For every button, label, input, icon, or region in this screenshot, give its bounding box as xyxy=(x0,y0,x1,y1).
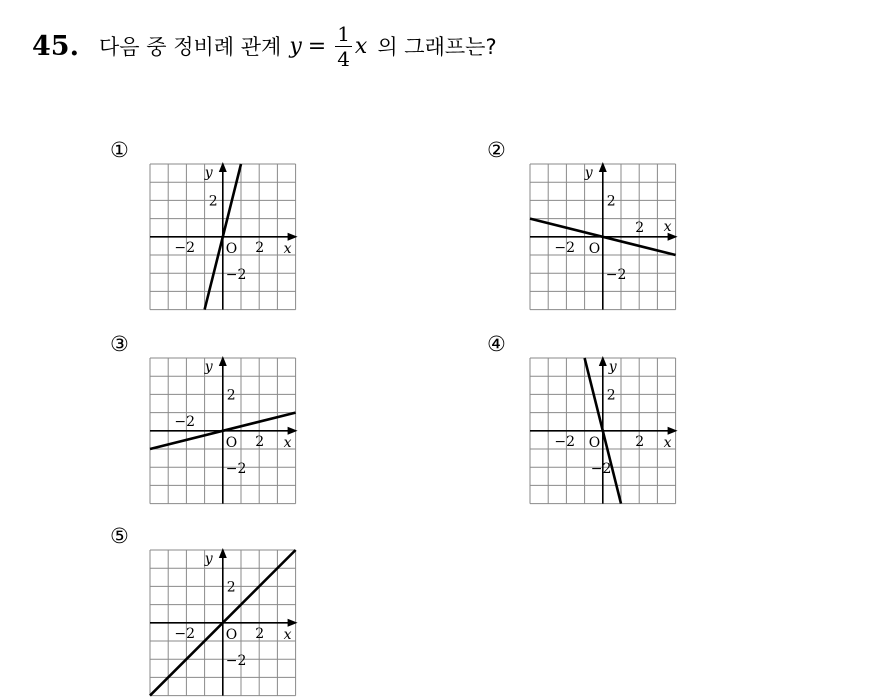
question-number: 45. xyxy=(32,30,79,62)
y-axis-label: y xyxy=(204,164,213,181)
tick-label-y-neg: −2 xyxy=(225,653,247,670)
choice-graph-3[interactable] xyxy=(150,358,296,504)
origin-label: O xyxy=(225,434,238,451)
tick-label-y-neg: −2 xyxy=(605,267,627,284)
tick-label-y-pos: 2 xyxy=(606,387,616,404)
y-axis-arrow-icon xyxy=(219,548,227,558)
equation-variable: x xyxy=(354,33,368,59)
tick-label-y-neg: −2 xyxy=(225,267,247,284)
x-axis-label: x xyxy=(663,218,672,235)
choice-graph-1[interactable] xyxy=(150,164,296,310)
fraction-denominator: 4 xyxy=(337,46,350,71)
tick-label-y-pos: 2 xyxy=(226,387,236,404)
choice-label-4[interactable]: ④ xyxy=(487,332,506,356)
tick-label-x-neg: −2 xyxy=(174,413,196,430)
question-text-after: 의 그래프는? xyxy=(377,35,497,59)
origin-label: O xyxy=(588,434,601,451)
tick-label-y-pos: 2 xyxy=(208,193,218,210)
tick-label-x-pos: 2 xyxy=(635,433,645,450)
choice-label-3[interactable]: ③ xyxy=(110,332,129,356)
question-text-before: 다음 중 정비례 관계 xyxy=(98,35,282,59)
choice-graph-5[interactable] xyxy=(150,550,296,696)
tick-label-y-pos: 2 xyxy=(226,579,236,596)
x-axis-label: x xyxy=(283,434,292,451)
tick-label-x-pos: 2 xyxy=(255,433,265,450)
tick-label-x-neg: −2 xyxy=(174,239,196,256)
tick-label-y-neg: −2 xyxy=(590,461,612,478)
tick-label-x-neg: −2 xyxy=(554,239,576,256)
choice-label-5[interactable]: ⑤ xyxy=(110,524,129,548)
fraction-numerator: 1 xyxy=(337,21,350,46)
equation-lhs: y xyxy=(289,33,302,59)
tick-label-x-neg: −2 xyxy=(554,433,576,450)
origin-label: O xyxy=(588,240,601,257)
x-axis-label: x xyxy=(283,626,292,643)
tick-label-x-pos: 2 xyxy=(255,239,265,256)
choice-label-2[interactable]: ② xyxy=(487,138,506,162)
y-axis-label: y xyxy=(204,550,213,567)
origin-label: O xyxy=(225,626,238,643)
choice-label-1[interactable]: ① xyxy=(110,138,129,162)
choice-graph-2[interactable] xyxy=(530,164,676,310)
y-axis-label: y xyxy=(204,358,213,375)
question-stem xyxy=(32,14,497,78)
equation-fraction xyxy=(335,22,352,71)
x-axis-label: x xyxy=(663,434,672,451)
tick-label-y-neg: −2 xyxy=(225,461,247,478)
tick-label-y-pos: 2 xyxy=(606,193,616,210)
y-axis-label: y xyxy=(608,358,617,375)
choice-graph-4[interactable] xyxy=(530,358,676,504)
y-axis-label: y xyxy=(584,164,593,181)
tick-label-x-pos: 2 xyxy=(255,625,265,642)
origin-label: O xyxy=(225,240,238,257)
tick-label-x-neg: −2 xyxy=(174,625,196,642)
x-axis-label: x xyxy=(283,240,292,257)
tick-label-x-pos: 2 xyxy=(635,219,645,236)
equation-sign: = xyxy=(307,33,327,59)
